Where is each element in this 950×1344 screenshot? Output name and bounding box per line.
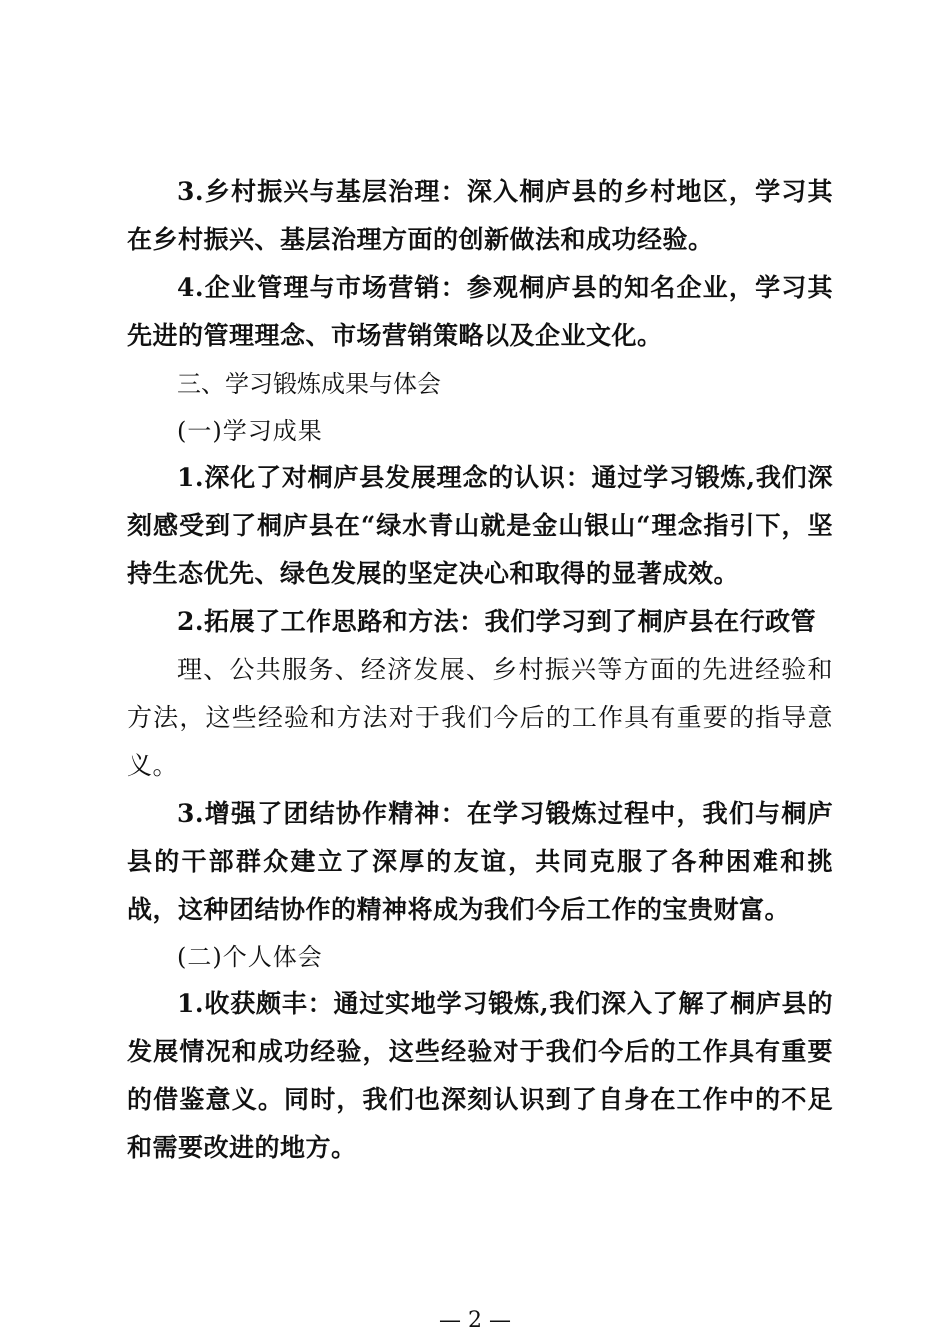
paragraph-enterprise-management: 4.企业管理与市场营销：参观桐庐县的知名企业，学习其先进的管理理念、市场营销策略以及企业文化。 <box>127 273 833 350</box>
paragraph-development-concept: 1.深化了对桐庐县发展理念的认识：通过学习锻炼,我们深刻感受到了桐庐县在“绿水青山就是金山银山“理念指引下，坚持生态优先、绿色发展的坚定决心和取得的显著成效。 <box>127 463 833 588</box>
subheading-learning-results: (一)学习成果 <box>177 417 323 445</box>
paragraph-rich-harvest: 1.收获颇丰：通过实地学习锻炼,我们深入了解了桐庐县的发展情况和成功经验，这些经验对于我们今后的工作具有重要的借鉴意义。同时，我们也深刻认识到了自身在工作中的不足和需要改进的地方。 <box>127 989 833 1162</box>
section-heading-results: 三、学习锻炼成果与体会 <box>177 370 441 398</box>
subheading-personal-experience: (二)个人体会 <box>177 943 323 971</box>
paragraph-rural-revitalization: 3.乡村振兴与基层治理：深入桐庐县的乡村地区，学习其在乡村振兴、基层治理方面的创新做法和成功经验。 <box>127 177 833 254</box>
paragraph-teamwork: 3.增强了团结协作精神：在学习锻炼过程中，我们与桐庐县的干部群众建立了深厚的友谊，共同克服了各种困难和挑战，这种团结协作的精神将成为我们今后工作的宝贵财富。 <box>127 799 833 924</box>
page-number: — 2 — <box>439 1308 511 1333</box>
paragraph-work-methods-lead: 2.拓展了工作思路和方法：我们学习到了桐庐县在行政管 <box>177 607 817 636</box>
paragraph-work-methods-cont: 理、公共服务、经济发展、乡村振兴等方面的先进经验和方法，这些经验和方法对于我们今后的工作具有重要的指导意义。 <box>127 655 833 780</box>
document-body <box>127 168 833 1172</box>
